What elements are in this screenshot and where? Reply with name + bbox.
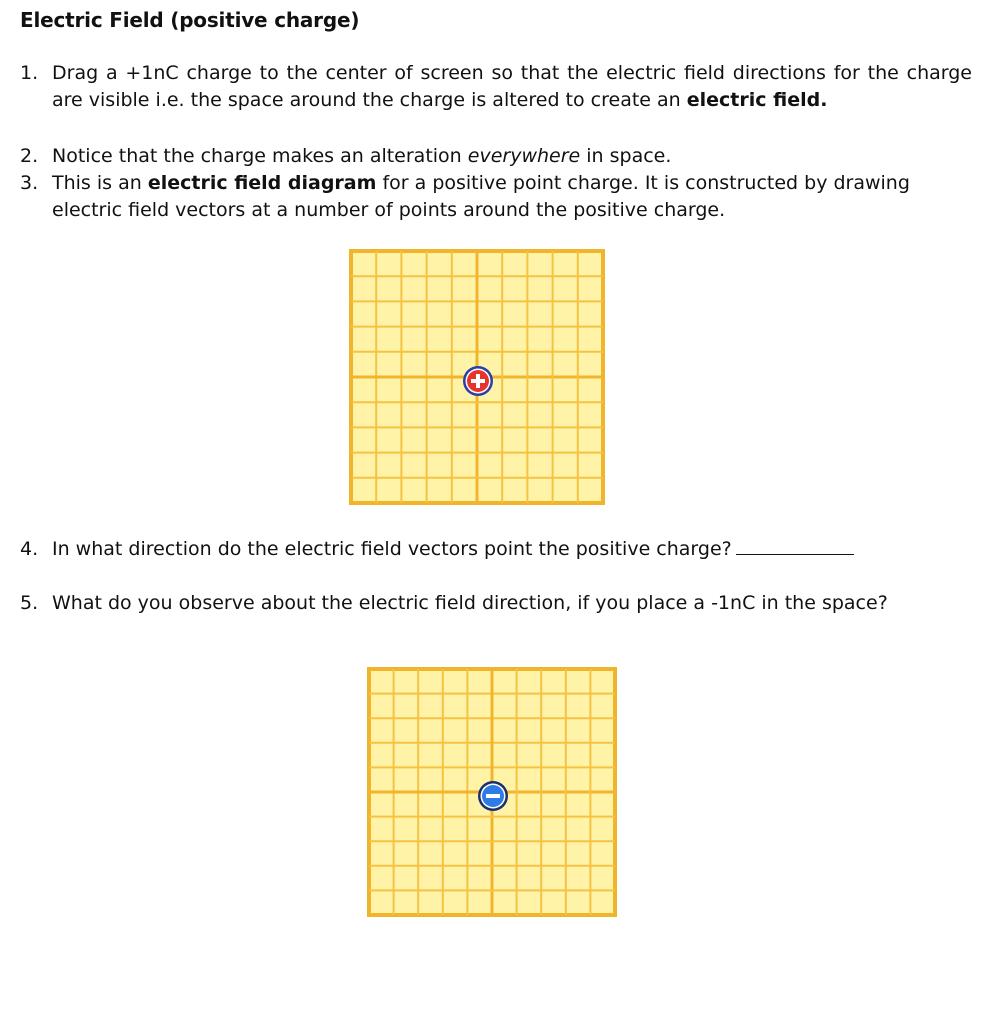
negative-charge-diagram <box>366 666 618 918</box>
question-1 <box>20 60 972 114</box>
field-grid-svg <box>366 666 618 918</box>
question-4 <box>20 536 972 563</box>
field-grid-svg <box>348 248 606 506</box>
answer-blank[interactable] <box>736 536 854 555</box>
question-number: 4. <box>20 538 39 560</box>
question-number: 2. <box>20 145 39 167</box>
negative-charge-icon[interactable] <box>478 781 508 811</box>
question-2 <box>20 143 972 170</box>
positive-charge-diagram <box>348 248 606 506</box>
question-number: 1. <box>20 62 39 84</box>
worksheet-title: Electric Field (positive charge) <box>20 8 360 32</box>
question-text: This is an electric field diagram for a positive point charge. It is constructed by drawing electric field vectors at a number of points around the positive charge. <box>52 172 910 221</box>
question-text: Notice that the charge makes an alteration everywhere in space. <box>52 145 672 167</box>
question-text: What do you observe about the electric field direction, if you place a -1nC in the space? <box>52 592 888 614</box>
bold-term: electric field. <box>686 89 828 111</box>
question-number: 3. <box>20 172 39 194</box>
question-5 <box>20 590 972 617</box>
question-3 <box>20 170 972 224</box>
question-number: 5. <box>20 592 39 614</box>
positive-charge-icon[interactable] <box>463 366 493 396</box>
bold-term: electric field diagram <box>147 172 377 194</box>
question-text: Drag a +1nC charge to the center of screen so that the electric field directions for the charge are visible i.e. the space around the charge is altered to create an electric field. <box>52 62 972 111</box>
question-text: In what direction do the electric field vectors point the positive charge? <box>52 536 972 563</box>
italic-term: everywhere <box>467 145 581 167</box>
